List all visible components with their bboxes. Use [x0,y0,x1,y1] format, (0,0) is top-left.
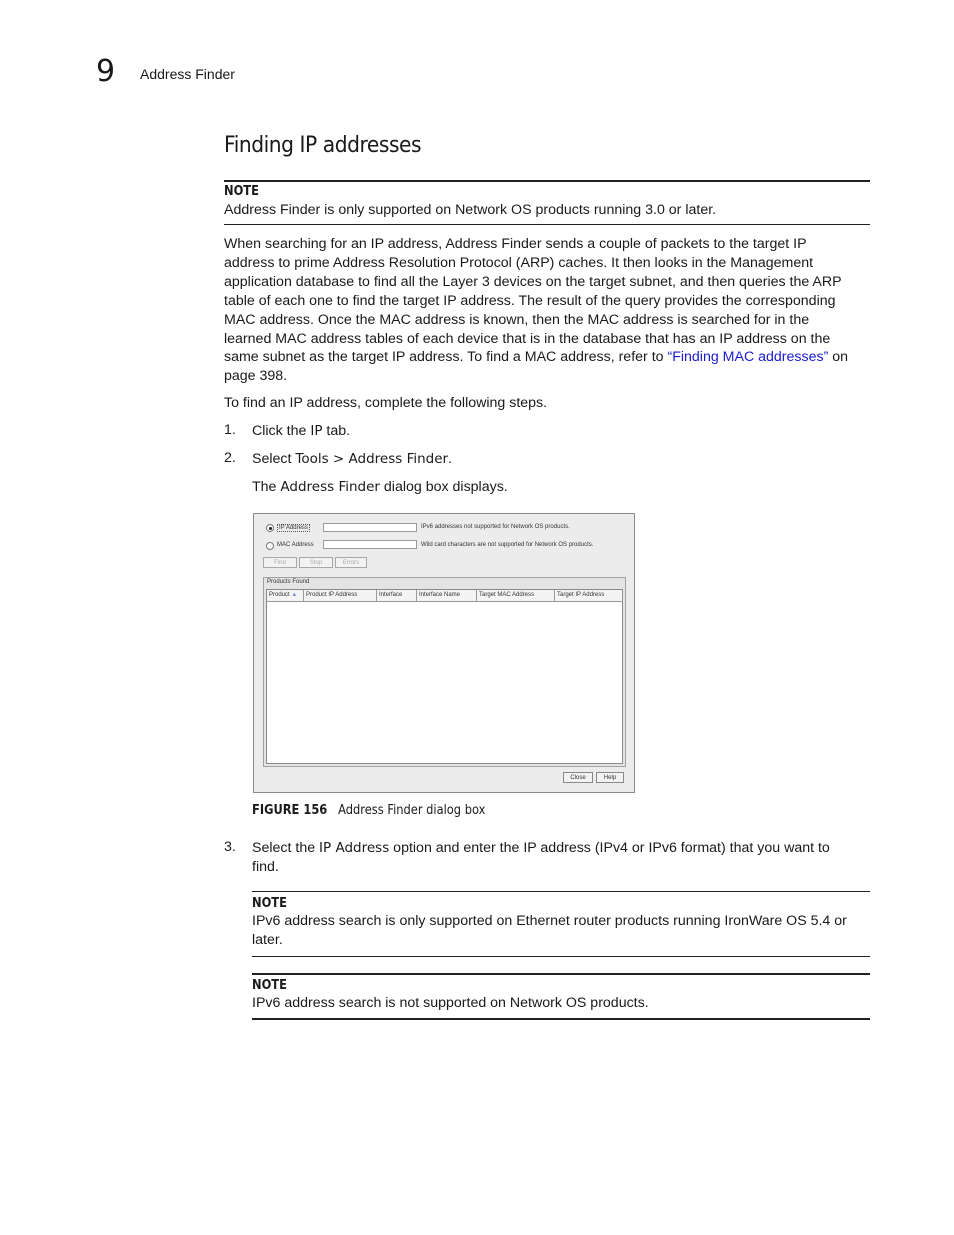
paragraph-line [224,348,848,367]
ip-address-input[interactable] [323,523,417,532]
paragraph-line: table of each one to find the target IP address. The result of the query provides the corresponding [224,292,836,309]
paragraph-text: on [828,349,849,366]
steps-intro: To find an IP address, complete the following steps. [224,395,548,411]
column-header-label: Product [269,592,290,598]
ui-term: IP Address [319,840,390,856]
figure-caption-text: Address Finder dialog box [338,803,486,818]
paragraph-line: When searching for an IP address, Address Finder sends a couple of packets to the target IP [224,236,807,252]
help-button[interactable]: Help [596,772,624,783]
figure-caption [252,803,485,818]
ui-term: IP [310,423,323,439]
paragraph-line: application database to find all the Layer 3 devices on the target subnet, and then queries the ARP [224,273,842,290]
step-number: 3. [224,839,236,855]
step-line: find. [252,858,279,875]
stop-button[interactable]: Stop [299,557,333,568]
column-header[interactable]: Product IP Address [304,590,377,602]
step-line [252,839,830,858]
step-text: option and enter the IP address (IPv4 or IPv6 format) that you want to [389,840,830,856]
figure-label: FIGURE 156 [252,803,328,818]
column-header[interactable]: Interface Name [417,590,477,602]
ui-term: Address Finder [280,479,380,495]
step-text: The [252,479,281,495]
paragraph-text: same subnet as the target IP address. To find a MAC address, refer to [224,349,668,366]
note-bottom-rule [252,956,870,957]
note-text: IPv6 address search is not supported on Network OS products. [252,995,649,1011]
note-label: NOTE [252,978,287,993]
note-bottom-rule [224,224,870,225]
chapter-number: 9 [96,54,116,89]
step-text: Click the [252,423,311,439]
note-line: later. [252,931,283,948]
note-label: NOTE [252,896,287,911]
step-text: Select the [252,840,320,856]
note-label: NOTE [224,184,259,199]
column-header[interactable]: Target IP Address [555,590,623,602]
address-finder-dialog [253,513,635,793]
note-bottom-rule [252,1018,870,1020]
mac-hint: Wild card characters are not supported for Network OS products. [421,542,594,548]
paragraph-line: MAC address. Once the MAC address is known, then the MAC address is searched for in the [224,311,810,328]
step-text: tab. [322,423,351,439]
step-text: . [448,451,453,467]
chapter-title: Address Finder [140,66,235,82]
step-1-text [252,422,350,441]
finding-mac-addresses-link[interactable]: “Finding MAC addresses” [667,349,829,366]
ip-hint: IPv6 addresses not supported for Network OS products. [421,524,570,530]
ip-address-option-label[interactable]: IP Address [279,525,308,531]
products-found-panel [263,577,626,767]
note-text: Address Finder is only supported on Network OS products running 3.0 or later. [224,202,717,218]
paragraph-line: learned MAC address tables of each device that is in the database that has an IP address on the [224,330,831,347]
errors-button[interactable]: Errors [335,557,367,568]
step-2-result [252,478,508,497]
products-table [266,589,623,764]
note-top-rule [224,180,870,182]
note-line: IPv6 address search is only supported on Ethernet router products running IronWare OS 5.4 or [252,913,847,929]
step-number: 1. [224,422,236,438]
section-title: Finding IP addresses [224,133,422,158]
body-paragraph [224,235,848,386]
paragraph-line: page 398. [224,368,288,385]
note-top-rule [252,973,870,975]
note-top-rule [252,891,870,892]
mac-address-radio[interactable] [266,542,274,550]
step-number: 2. [224,450,236,466]
column-header[interactable]: Interface [377,590,417,602]
sort-ascending-icon: ▲ [289,592,298,598]
step-2-text [252,450,452,469]
ui-term: Tools > Address Finder [295,451,449,467]
column-header[interactable]: Target MAC Address [477,590,555,602]
column-header[interactable] [267,590,304,602]
paragraph-line: address to prime Address Resolution Protocol (ARP) caches. It then looks in the Management [224,254,814,271]
step-3-text [252,839,830,877]
step-text: Select [252,451,296,467]
note-text [252,912,847,950]
ip-address-radio[interactable] [266,524,274,532]
panel-title: Products Found [267,579,310,585]
find-button[interactable]: Find [263,557,297,568]
step-text: dialog box displays. [379,479,508,495]
mac-address-input[interactable] [323,540,417,549]
mac-address-option-label[interactable]: MAC Address [277,542,314,548]
close-button[interactable]: Close [563,772,593,783]
